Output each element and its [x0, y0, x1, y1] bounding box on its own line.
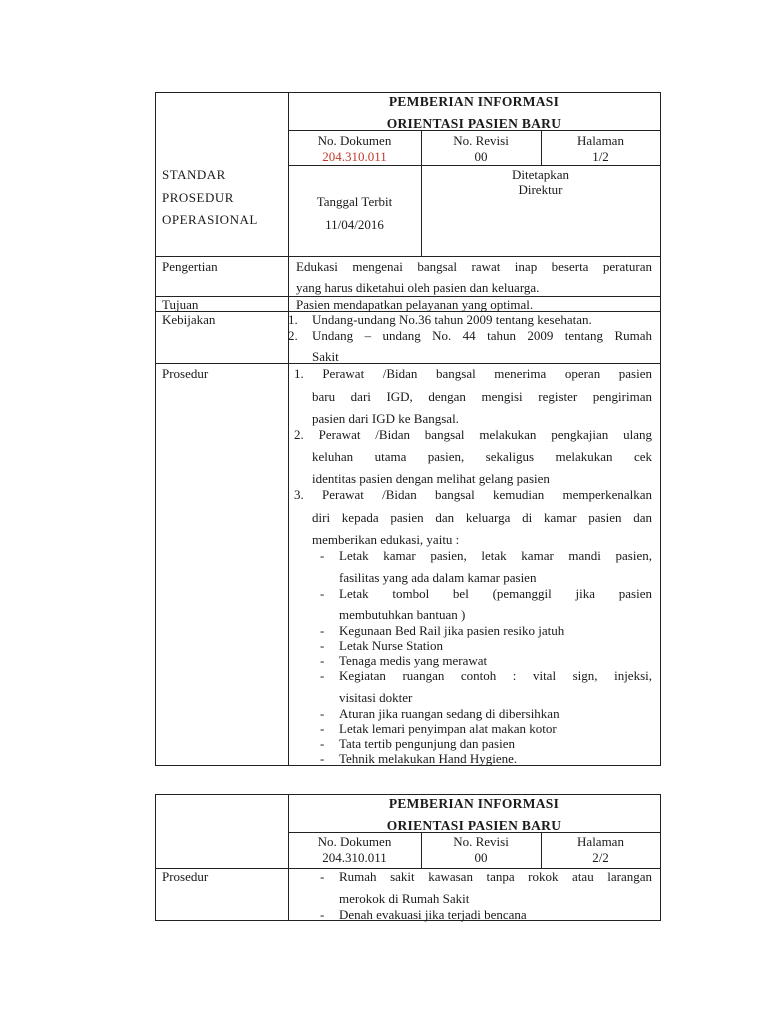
row-label-prosedur: Prosedur	[162, 366, 209, 381]
pengertian-text-line-1: Edukasi mengenai bangsal rawat inap beserta peraturan	[296, 259, 652, 274]
doc-number-label: No. Dokumen	[317, 133, 392, 148]
bullet-dash: -	[320, 638, 325, 653]
page-label: Halaman	[577, 834, 624, 849]
prosedur-step-3-line-3: memberikan edukasi, yaitu :	[312, 532, 460, 547]
kebijakan-item-1: Undang-undang No.36 tahun 2009 tentang kesehatan.	[312, 312, 592, 327]
bullet-9: Tata tertib pengunjung dan pasien	[339, 736, 515, 751]
established-label: Ditetapkan	[511, 167, 570, 182]
revision-value: 00	[474, 850, 488, 865]
page-label: Halaman	[577, 133, 624, 148]
bullet-dash: -	[320, 653, 325, 668]
bullet-2-line-2: membutuhkan bantuan )	[339, 607, 466, 622]
revision-value: 00	[474, 149, 488, 164]
prosedur-step-1-line-2: baru dari IGD, dengan mengisi register pengiriman	[312, 389, 652, 404]
sop-label-line-2: PROSEDUR	[162, 190, 234, 205]
bullet-4: Letak Nurse Station	[339, 638, 443, 653]
bullet-6-line-1: Kegiatan ruangan contoh : vital sign, injeksi,	[339, 668, 652, 683]
issue-date-label: Tanggal Terbit	[316, 194, 393, 209]
prosedur-step-3-line-1: 3. Perawat /Bidan bangsal kemudian memperkenalkan	[294, 487, 652, 502]
doc-number-value: 204.310.011	[322, 850, 387, 865]
bullet-1-line-1: Letak kamar pasien, letak kamar mandi pasien,	[339, 548, 652, 563]
bullet-6-line-2: visitasi dokter	[339, 690, 413, 705]
bullet-dash: -	[320, 736, 325, 751]
kebijakan-item-2-line-1: Undang – undang No. 44 tahun 2009 tentang Rumah	[312, 328, 652, 343]
sop-label-line-3: OPERASIONAL	[162, 212, 258, 227]
bullet-11-line-2: merokok di Rumah Sakit	[339, 891, 470, 906]
director-label: Direktur	[518, 182, 563, 197]
issue-date-value: 11/04/2016	[325, 217, 384, 232]
bullet-dash: -	[320, 623, 325, 638]
document-title-line-1: PEMBERIAN INFORMASI	[388, 94, 560, 109]
kebijakan-number-1: 1.	[288, 312, 298, 327]
bullet-11-line-1: Rumah sakit kawasan tanpa rokok atau larangan	[339, 869, 652, 884]
bullet-dash: -	[320, 668, 325, 683]
prosedur-step-2-line-3: identitas pasien dengan melihat gelang pasien	[312, 471, 550, 486]
prosedur-step-1-line-1: 1. Perawat /Bidan bangsal menerima operan pasien	[294, 366, 652, 381]
bullet-dash: -	[320, 907, 325, 922]
document-title-line-1: PEMBERIAN INFORMASI	[388, 796, 560, 811]
revision-label: No. Revisi	[453, 834, 509, 849]
bullet-3: Kegunaan Bed Rail jika pasien resiko jatuh	[339, 623, 565, 638]
document-title-line-2: ORIENTASI PASIEN BARU	[386, 818, 562, 833]
sop-label-line-1: STANDAR	[162, 167, 226, 182]
page-value: 1/2	[592, 149, 609, 164]
bullet-dash: -	[320, 721, 325, 736]
document-title-line-2: ORIENTASI PASIEN BARU	[386, 116, 562, 131]
bullet-dash: -	[320, 706, 325, 721]
pengertian-text-line-2: yang harus diketahui oleh pasien dan keluarga.	[296, 280, 540, 295]
row-label-prosedur: Prosedur	[162, 869, 209, 884]
bullet-dash: -	[320, 586, 325, 601]
bullet-7: Aturan jika ruangan sedang di dibersihkan	[339, 706, 560, 721]
row-label-pengertian: Pengertian	[162, 259, 218, 274]
revision-label: No. Revisi	[453, 133, 509, 148]
kebijakan-item-2-line-2: Sakit	[312, 349, 339, 364]
page-value: 2/2	[592, 850, 609, 865]
bullet-5: Tenaga medis yang merawat	[339, 653, 488, 668]
bullet-10: Tehnik melakukan Hand Hygiene.	[339, 751, 518, 766]
tujuan-text: Pasien mendapatkan pelayanan yang optimal.	[296, 297, 534, 312]
bullet-dash: -	[320, 869, 325, 884]
prosedur-step-1-line-3: pasien dari IGD ke Bangsal.	[312, 411, 459, 426]
bullet-2-line-1: Letak tombol bel (pemanggil jika pasien	[339, 586, 652, 601]
row-label-kebijakan: Kebijakan	[162, 312, 216, 327]
prosedur-step-3-line-2: diri kepada pasien dan keluarga di kamar pasien dan	[312, 510, 652, 525]
prosedur-step-2-line-1: 2. Perawat /Bidan bangsal melakukan pengkajian ulang	[294, 427, 652, 442]
bullet-dash: -	[320, 548, 325, 563]
bullet-12: Denah evakuasi jika terjadi bencana	[339, 907, 527, 922]
prosedur-step-2-line-2: keluhan utama pasien, sekaligus melakukan cek	[312, 449, 652, 464]
doc-number-label: No. Dokumen	[317, 834, 392, 849]
bullet-8: Letak lemari penyimpan alat makan kotor	[339, 721, 557, 736]
row-label-tujuan: Tujuan	[162, 297, 199, 312]
kebijakan-number-2: 2.	[288, 328, 298, 343]
doc-number-value: 204.310.011	[322, 149, 387, 164]
bullet-dash: -	[320, 751, 325, 766]
bullet-1-line-2: fasilitas yang ada dalam kamar pasien	[339, 570, 537, 585]
